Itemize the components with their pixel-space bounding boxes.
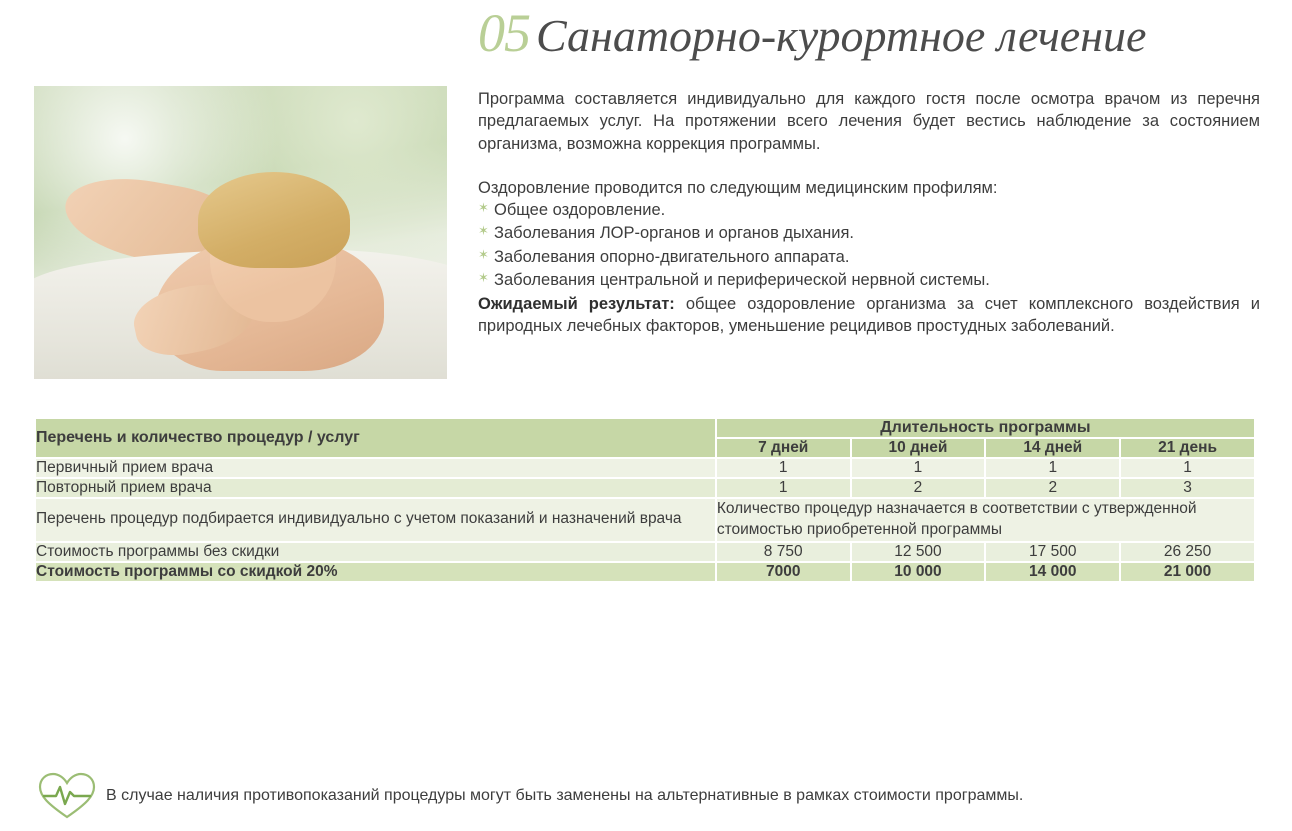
row-value: 1: [716, 458, 851, 478]
list-item-label: Заболевания ЛОР-органов и органов дыхания.: [494, 224, 855, 243]
intro-block: [478, 88, 1260, 337]
table-row-price: [35, 542, 1255, 562]
row-value: 1: [1120, 458, 1255, 478]
row-value: 26 250: [1120, 542, 1255, 562]
row-value: 2: [985, 478, 1120, 498]
footer-note-text: В случае наличия противопоказаний процедуры могут быть заменены на альтернативные в рамках стоимости программы.: [106, 787, 1024, 804]
column-header-21: 21 день: [1120, 438, 1255, 458]
table-row: [35, 478, 1255, 498]
table-header-duration: Длительность программы: [716, 418, 1255, 438]
column-header-10: 10 дней: [851, 438, 986, 458]
expected-result-text: общее оздоровление организма за счет комплексного воздействия и природных лечебных факторов, уменьшение рецидивов простудных заболеваний.: [478, 294, 1260, 336]
star-icon: ✶: [478, 270, 489, 286]
list-item-label: Заболевания опорно-двигательного аппарата.: [494, 247, 850, 266]
profiles-lead: Оздоровление проводится по следующим медицинским профилям:: [478, 178, 998, 197]
table-row-discount: [35, 562, 1255, 582]
row-value: 2: [851, 478, 986, 498]
list-item: [478, 246, 1260, 269]
program-table: [34, 417, 1256, 583]
row-label: Повторный прием врача: [35, 478, 716, 498]
row-value: 21 000: [1120, 562, 1255, 582]
list-item: [478, 222, 1260, 245]
row-value: 10 000: [851, 562, 986, 582]
table-header-services: Перечень и количество процедур / услуг: [35, 418, 716, 458]
list-item-label: Заболевания центральной и периферической нервной системы.: [494, 271, 990, 290]
star-icon: ✶: [478, 246, 489, 262]
row-value: 8 750: [716, 542, 851, 562]
row-value: 1: [985, 458, 1120, 478]
profiles-list: [478, 199, 1260, 293]
heart-pulse-icon: [34, 770, 100, 822]
row-value: 1: [716, 478, 851, 498]
expected-result: [478, 293, 1260, 338]
row-label: Стоимость программы со скидкой 20%: [35, 562, 716, 582]
table-note-row: [35, 498, 1255, 542]
photo-child-hair: [198, 172, 350, 268]
section-number: 05: [478, 3, 530, 63]
expected-result-label: Ожидаемый результат:: [478, 294, 675, 313]
treatment-photo: [34, 86, 447, 379]
note-right: Количество процедур назначается в соответствии с утвержденной стоимостью приобретенной программы: [716, 498, 1255, 542]
row-value: 1: [851, 458, 986, 478]
intro-paragraph: Программа составляется индивидуально для каждого гостя после осмотра врачом из перечня предлагаемых услуг. На протяжении всего лечения будет вестись наблюдение за состоянием организма, возможна коррекция программы.: [478, 90, 1260, 153]
column-header-7: 7 дней: [716, 438, 851, 458]
table-row: [35, 458, 1255, 478]
table-header-row: [35, 418, 1255, 438]
footer-note: [34, 770, 1264, 822]
note-left: Перечень процедур подбирается индивидуально с учетом показаний и назначений врача: [35, 498, 716, 542]
list-item-label: Общее оздоровление.: [494, 201, 666, 220]
row-value: 17 500: [985, 542, 1120, 562]
row-value: 7000: [716, 562, 851, 582]
row-label: Стоимость программы без скидки: [35, 542, 716, 562]
list-item: [478, 269, 1260, 292]
row-label: Первичный прием врача: [35, 458, 716, 478]
column-header-14: 14 дней: [985, 438, 1120, 458]
list-item: [478, 199, 1260, 222]
page-title: Санаторно-курортное лечение: [536, 10, 1147, 61]
star-icon: ✶: [478, 200, 489, 216]
page-header: [478, 3, 1147, 63]
star-icon: ✶: [478, 223, 489, 239]
row-value: 12 500: [851, 542, 986, 562]
row-value: 3: [1120, 478, 1255, 498]
row-value: 14 000: [985, 562, 1120, 582]
